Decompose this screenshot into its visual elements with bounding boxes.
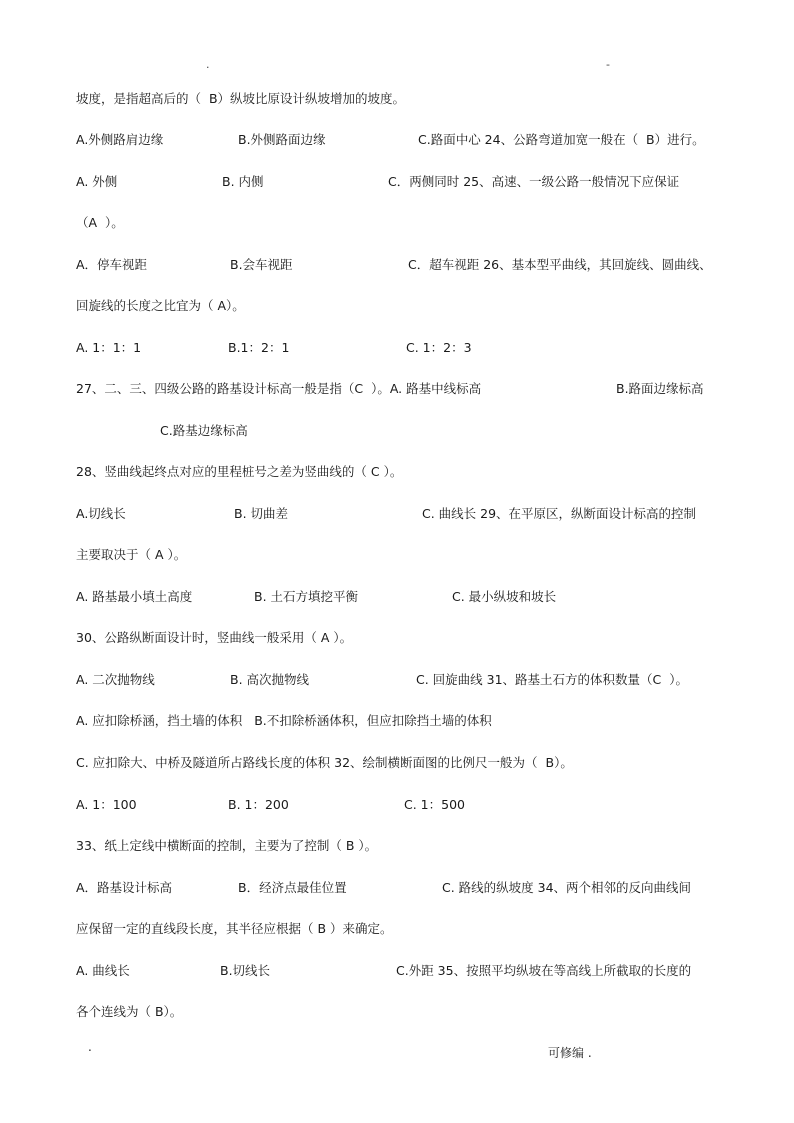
option-b: B. 土石方填挖平衡	[254, 589, 359, 604]
option-a: A．停车视距	[76, 257, 148, 272]
option-a: A．路基设计标高	[76, 880, 173, 895]
option-c: C. 最小纵坡和坡长	[452, 589, 557, 604]
option-a: A. 1：1：1	[76, 340, 142, 355]
footer-editable-note: 可修编 .	[548, 1046, 592, 1060]
option-b: B. 1：200	[228, 797, 289, 812]
option-b: B. 高次抛物线	[230, 672, 310, 687]
question-27: 27、二、三、四级公路的路基设计标高一般是指（C ）。A. 路基中线标高	[76, 381, 482, 396]
text-line: （A ）。	[76, 215, 124, 230]
option-b: B.会车视距	[230, 257, 293, 272]
footer-dot-mark: .	[88, 1040, 92, 1054]
option-b: B．经济点最佳位置	[238, 880, 347, 895]
option-c-with-question: C．超车视距 26、基本型平曲线，其回旋线、圆曲线、	[408, 257, 712, 272]
option-b: B.外侧路面边缘	[238, 132, 326, 147]
option-a: A.外侧路肩边缘	[76, 132, 164, 147]
option-c: C. 1：2：3	[406, 340, 472, 355]
option-c-with-question: C.外距 35、按照平均纵坡在等高线上所截取的长度的	[396, 963, 692, 978]
option-c-with-question: C．两侧同时 25、高速、一级公路一般情况下应保证	[388, 174, 680, 189]
option-a: A. 曲线长	[76, 963, 130, 978]
option-a: A. 外侧	[76, 174, 118, 189]
option-c-with-question: C. 回旋曲线 31、路基土石方的体积数量（C ）。	[416, 672, 688, 687]
option-c-with-question: C. 路线的纵坡度 34、两个相邻的反向曲线间	[442, 880, 692, 895]
option-c: C. 1：500	[404, 797, 465, 812]
text-line: 回旋线的长度之比宜为（ A）。	[76, 298, 245, 313]
options-a-b: A. 应扣除桥涵，挡土墙的体积 B.不扣除桥涵体积，但应扣除挡土墙的体积	[76, 713, 492, 728]
option-b: B.切线长	[220, 963, 271, 978]
option-a: A. 路基最小填土高度	[76, 589, 193, 604]
option-a: A. 1：100	[76, 797, 137, 812]
header-dash-mark: -	[606, 58, 610, 71]
question-27-option-c: C.路基边缘标高	[160, 423, 248, 438]
option-c-with-question: C. 曲线长 29、在平原区，纵断面设计标高的控制	[422, 506, 697, 521]
option-c-with-question: C. 应扣除大、中桥及隧道所占路线长度的体积 32、绘制横断面图的比例尺一般为（ B）。	[76, 755, 573, 770]
option-c-with-question: C.路面中心 24、公路弯道加宽一般在（ B）进行。	[418, 132, 705, 147]
option-a: A. 二次抛物线	[76, 672, 155, 687]
option-b: B. 内侧	[222, 174, 264, 189]
option-b: B. 切曲差	[234, 506, 289, 521]
question-28: 28、竖曲线起终点对应的里程桩号之差为竖曲线的（ C ）。	[76, 464, 403, 479]
question-30: 30、公路纵断面设计时，竖曲线一般采用（ A ）。	[76, 630, 353, 645]
header-dot-mark: .	[206, 58, 210, 71]
question-27-option-b: B.路面边缘标高	[616, 381, 704, 396]
option-a: A.切线长	[76, 506, 126, 521]
text-line: 坡度，是指超高后的（ B）纵坡比原设计纵坡增加的坡度。	[76, 91, 406, 106]
text-line: 主要取决于（ A ）。	[76, 547, 187, 562]
question-33: 33、纸上定线中横断面的控制，主要为了控制（ B ）。	[76, 838, 378, 853]
option-b: B.1：2：1	[228, 340, 290, 355]
text-line: 各个连线为（ B）。	[76, 1004, 183, 1019]
text-line: 应保留一定的直线段长度，其半径应根据（ B ）来确定。	[76, 921, 393, 936]
